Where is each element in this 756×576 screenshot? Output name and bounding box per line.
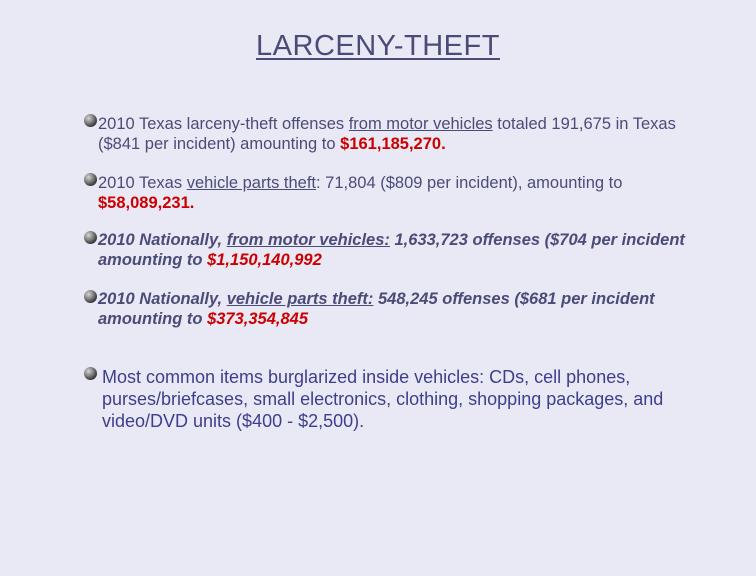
bullet-icon <box>84 231 97 244</box>
item-text: 2010 Texas <box>98 174 187 192</box>
item-amount: $1,150,140,992 <box>207 251 322 269</box>
item-text: 2010 Nationally, <box>98 290 227 308</box>
item-underlined-text: vehicle parts theft: <box>226 290 374 308</box>
list-item-common-items <box>102 366 682 432</box>
bullet-icon <box>84 290 97 303</box>
item-text: 548,245 offenses ($681 per incident amounting to <box>98 290 655 328</box>
bullet-icon <box>84 173 97 186</box>
item-text: 2010 Texas larceny-theft offenses <box>98 115 349 133</box>
bullet-icon <box>84 114 97 127</box>
item-text: : 71,804 ($809 per incident), amounting to <box>316 174 623 192</box>
list-item-national-motor-vehicles <box>98 230 698 270</box>
bullet-icon <box>84 367 97 380</box>
item-amount: $161,185,270. <box>340 135 446 153</box>
item-text: totaled 191,675 in Texas ($841 per incident) amounting to <box>98 115 676 153</box>
item-text: 2010 Nationally, <box>98 231 227 249</box>
item-underlined-text: from motor vehicles: <box>226 231 390 249</box>
item-amount: $58,089,231. <box>98 194 195 212</box>
list-item-texas-vehicle-parts <box>98 173 698 213</box>
list-item-texas-motor-vehicles <box>98 114 698 154</box>
item-text: 1,633,723 offenses ($704 per incident amounting to <box>98 231 685 269</box>
item-amount: $373,354,845 <box>207 310 309 328</box>
list-item-national-vehicle-parts <box>98 289 678 329</box>
item-underlined-text: vehicle parts theft <box>186 174 317 192</box>
item-underlined-text: from motor vehicles <box>348 115 493 133</box>
slide-title: LARCENY-THEFT <box>256 30 500 62</box>
item-text: Most common items burglarized inside vehicles: CDs, cell phones, purses/briefcases, small electronics, clothing, shopping packages, and video/DVD units ($400 - $2,500). <box>102 367 664 431</box>
